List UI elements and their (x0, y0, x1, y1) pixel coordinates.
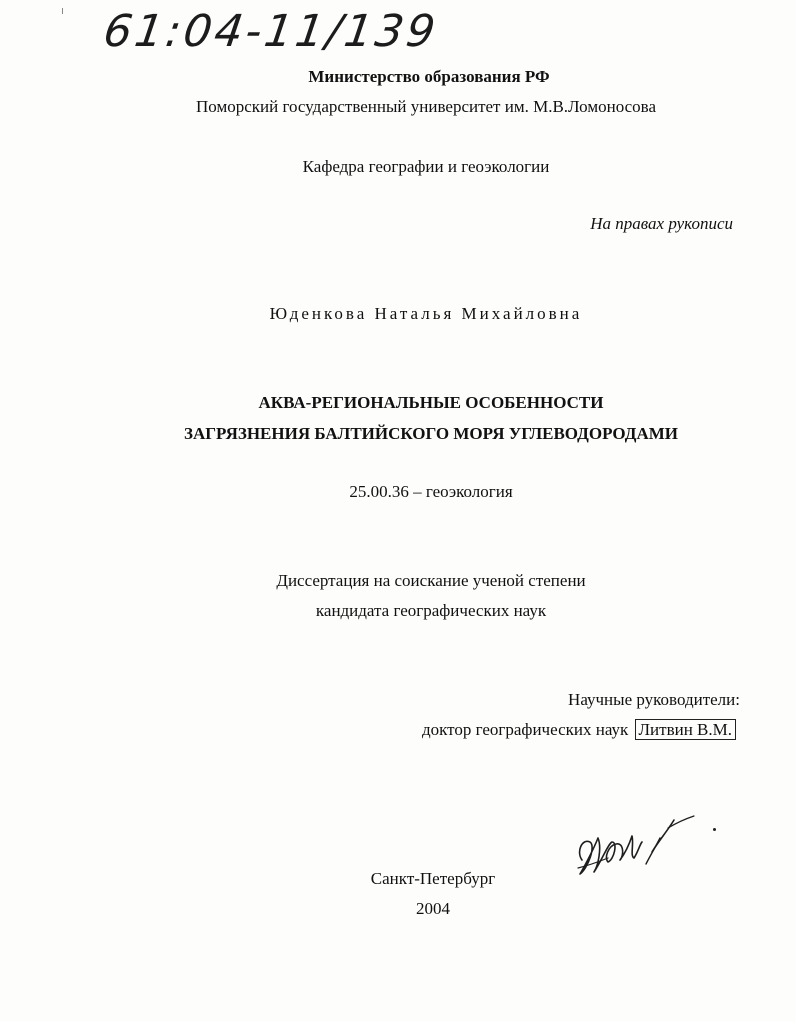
supervisor-name: Литвин В.М. (635, 719, 736, 740)
dissertation-title-line-2: ЗАГРЯЗНЕНИЯ БАЛТИЙСКОГО МОРЯ УГЛЕВОДОРОДАМИ (183, 424, 678, 443)
corner-mark (62, 8, 63, 14)
department-name: Кафедра географии и геоэкологии (302, 157, 550, 176)
author-name: Юденкова Наталья Михайловна (269, 304, 583, 323)
manuscript-note: На правах рукописи (590, 214, 733, 233)
ministry-heading: Министерство образования РФ (308, 67, 550, 86)
supervisors-label: Научные руководители: (568, 690, 740, 709)
year: 2004 (416, 899, 450, 918)
city: Санкт-Петербург (370, 869, 496, 888)
degree-statement-line-1: Диссертация на соискание ученой степени (276, 571, 586, 590)
dissertation-title-line-1: АКВА-РЕГИОНАЛЬНЫЕ ОСОБЕННОСТИ (258, 393, 604, 412)
archive-code-handwritten: 61:04-11/139 (100, 6, 442, 57)
university-name: Поморский государственный университет им. М.В.Ломоносова (195, 97, 657, 116)
supervisor-degree: доктор географических наук (421, 720, 629, 739)
supervisor-line (422, 720, 736, 740)
degree-statement-line-2: кандидата географических наук (315, 601, 547, 620)
ink-dot (713, 828, 716, 831)
specialty-code: 25.00.36 – геоэкология (349, 482, 513, 501)
